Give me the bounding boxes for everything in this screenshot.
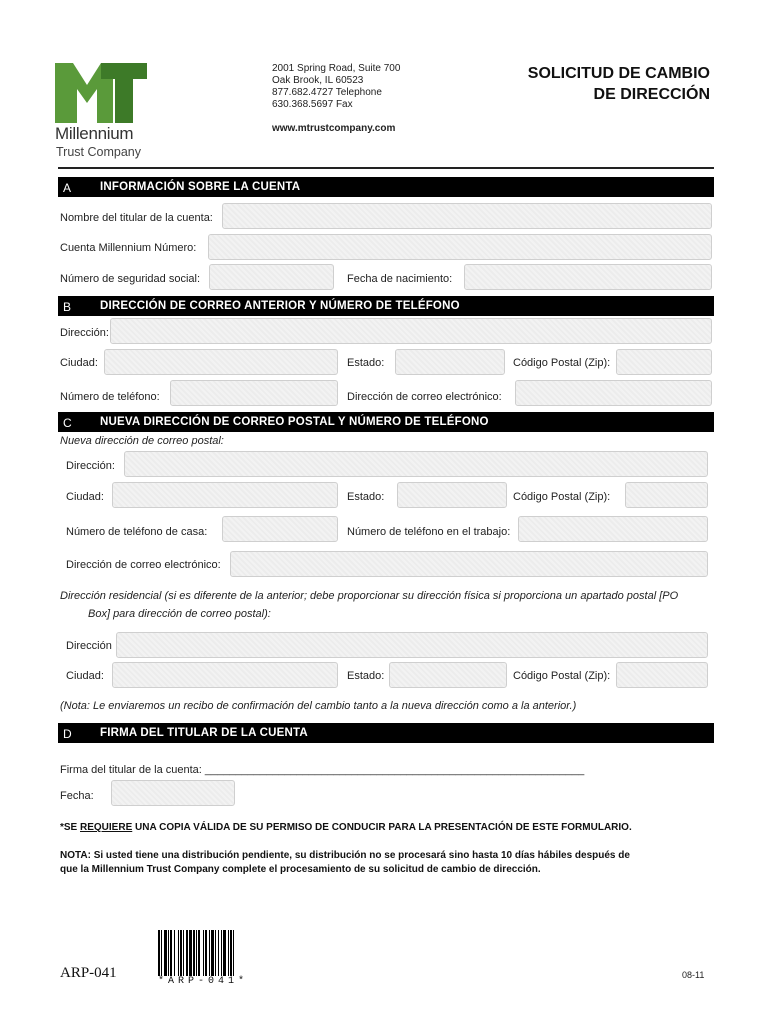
prev-email-field[interactable]	[515, 380, 712, 406]
prev-city-field[interactable]	[104, 349, 338, 375]
section-a-header	[58, 177, 714, 197]
address-line: Oak Brook, IL 60523	[272, 75, 364, 86]
revision-code: 08-11	[682, 970, 705, 980]
pending-distribution-note	[60, 849, 630, 877]
document-title	[528, 63, 710, 105]
prev-phone-field[interactable]	[170, 380, 338, 406]
res-state-label: Estado:	[347, 670, 385, 682]
prev-state-label: Estado:	[347, 357, 385, 369]
signature-label-text: Firma del titular de la cuenta:	[60, 764, 202, 776]
res-city-label: Ciudad:	[66, 670, 104, 682]
prev-email-label: Dirección de correo electrónico:	[347, 391, 502, 403]
res-zip-label: Código Postal (Zip):	[513, 670, 611, 682]
new-email-field[interactable]	[230, 551, 708, 577]
residential-note-line1: Dirección residencial (si es diferente de la anterior; debe proporcionar su dirección física si proporciona un apartado postal [PO	[60, 590, 679, 602]
new-city-label: Ciudad:	[66, 491, 104, 503]
res-zip-field[interactable]	[616, 662, 708, 688]
new-address-label: Dirección:	[66, 460, 115, 472]
account-holder-label: Nombre del titular de la cuenta:	[60, 212, 213, 224]
license-required-note	[60, 821, 632, 835]
new-mailing-subtitle: Nueva dirección de correo postal:	[60, 435, 224, 447]
signature-line[interactable]: ______________________________________________________________	[204, 764, 585, 776]
address-line: 2001 Spring Road, Suite 700	[272, 63, 401, 74]
section-title: FIRMA DEL TITULAR DE LA CUENTA	[100, 727, 308, 739]
date-field[interactable]	[111, 780, 235, 806]
required-suffix: UNA COPIA VÁLIDA DE SU PERMISO DE CONDUCIR PARA LA PRESENTACIÓN DE ESTE FORMULARIO.	[132, 822, 632, 833]
work-phone-field[interactable]	[518, 516, 708, 542]
ssn-label: Número de seguridad social:	[60, 273, 201, 285]
date-label: Fecha:	[60, 790, 94, 802]
section-letter: C	[63, 416, 72, 430]
prev-zip-label: Código Postal (Zip):	[513, 357, 611, 369]
dob-field[interactable]	[464, 264, 712, 290]
logo-mark-icon	[55, 63, 147, 123]
home-phone-label: Número de teléfono de casa:	[66, 526, 208, 538]
prev-phone-label: Número de teléfono:	[60, 391, 160, 403]
title-line2: DE DIRECCIÓN	[593, 86, 710, 103]
required-word: REQUIERE	[80, 822, 133, 833]
home-phone-field[interactable]	[222, 516, 338, 542]
pending-note-line1: NOTA: Si usted tiene una distribución pendiente, su distribución no se procesará sino hasta 10 días hábiles después de	[60, 850, 630, 861]
res-city-field[interactable]	[112, 662, 338, 688]
section-title: INFORMACIÓN SOBRE LA CUENTA	[100, 181, 301, 193]
required-prefix: *SE	[60, 822, 81, 833]
section-title: NUEVA DIRECCIÓN DE CORREO POSTAL Y NÚMERO DE TELÉFONO	[100, 416, 489, 428]
new-state-field[interactable]	[397, 482, 507, 508]
prev-address-field[interactable]	[110, 318, 712, 344]
new-zip-field[interactable]	[625, 482, 708, 508]
pending-note-line2: que la Millennium Trust Company complete el procesamiento de su solicitud de cambio de dirección.	[60, 864, 541, 875]
logo-name-line2: Trust Company	[56, 145, 141, 159]
barcode-text: *ARP-041*	[158, 976, 249, 987]
address-line: 630.368.5697 Fax	[272, 99, 353, 110]
section-title: DIRECCIÓN DE CORREO ANTERIOR Y NÚMERO DE TELÉFONO	[100, 300, 460, 312]
company-website: www.mtrustcompany.com	[272, 123, 396, 134]
confirmation-note: (Nota: Le enviaremos un recibo de confirmación del cambio tanto a la nueva dirección como a la anterior.)	[60, 700, 577, 712]
new-zip-label: Código Postal (Zip):	[513, 491, 611, 503]
new-email-label: Dirección de correo electrónico:	[66, 559, 221, 571]
account-holder-field[interactable]	[222, 203, 712, 229]
res-address-label: Dirección	[66, 640, 112, 652]
res-address-field[interactable]	[116, 632, 708, 658]
section-letter: A	[63, 181, 72, 195]
signature-label	[60, 764, 584, 776]
company-address	[272, 63, 400, 111]
address-line: 877.682.4727 Telephone	[272, 87, 382, 98]
section-d-header	[58, 723, 714, 743]
work-phone-label: Número de teléfono en el trabajo:	[347, 526, 511, 538]
prev-address-label: Dirección:	[60, 327, 109, 339]
barcode-icon	[158, 930, 298, 976]
dob-label: Fecha de nacimiento:	[347, 273, 453, 285]
section-letter: D	[63, 727, 72, 741]
form-number: ARP-041	[60, 965, 117, 981]
section-c-header	[58, 412, 714, 432]
residential-note-line2: Box] para dirección de correo postal):	[88, 608, 271, 620]
account-number-field[interactable]	[208, 234, 712, 260]
prev-state-field[interactable]	[395, 349, 505, 375]
prev-zip-field[interactable]	[616, 349, 712, 375]
header-divider	[58, 167, 714, 169]
res-state-field[interactable]	[389, 662, 507, 688]
section-letter: B	[63, 300, 72, 314]
section-b-header	[58, 296, 714, 316]
account-number-label: Cuenta Millennium Número:	[60, 242, 197, 254]
ssn-field[interactable]	[209, 264, 334, 290]
company-logo	[55, 63, 147, 123]
logo-name-line1: Millennium	[55, 124, 134, 143]
new-state-label: Estado:	[347, 491, 385, 503]
new-address-field[interactable]	[124, 451, 708, 477]
prev-city-label: Ciudad:	[60, 357, 98, 369]
title-line1: SOLICITUD DE CAMBIO	[527, 65, 710, 82]
new-city-field[interactable]	[112, 482, 338, 508]
